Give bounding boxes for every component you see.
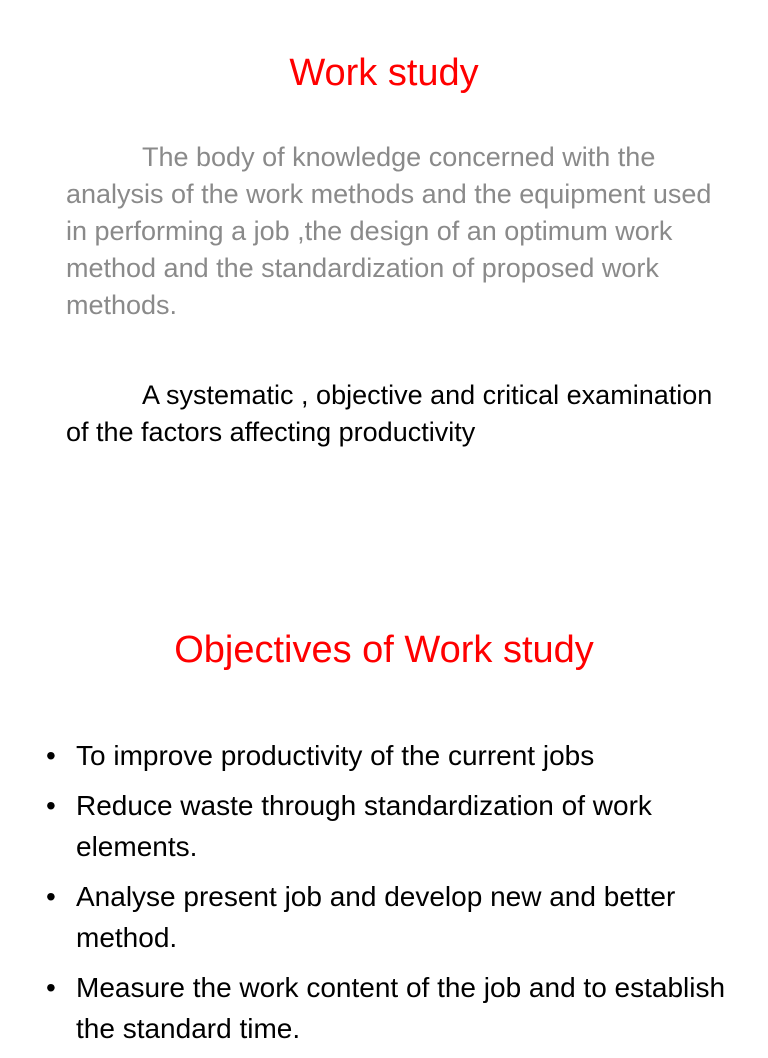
objective-text: Measure the work content of the job and to establish the standard time.	[76, 972, 726, 1044]
list-item	[46, 785, 736, 867]
bullet-icon: •	[46, 740, 56, 771]
page-title: Work study	[289, 52, 479, 94]
objectives-list	[46, 735, 736, 1058]
bullet-icon: •	[46, 881, 56, 912]
objective-text: Analyse present job and develop new and better method.	[76, 881, 676, 953]
definition-paragraph-2: A systematic , objective and critical examination of the factors affecting productivity	[66, 380, 713, 447]
bullet-icon: •	[46, 790, 56, 821]
objectives-heading: Objectives of Work study	[174, 629, 594, 671]
objective-text: Reduce waste through standardization of work elements.	[76, 790, 652, 862]
list-item	[46, 735, 736, 776]
list-item	[46, 876, 736, 958]
definition-paragraph-1: The body of knowledge concerned with the analysis of the work methods and the equipment used in performing a job ,the design of an optimum work method and the standardization of proposed work methods.	[66, 142, 712, 320]
bullet-icon: •	[46, 972, 56, 1003]
list-item	[46, 967, 736, 1049]
objective-text: To improve productivity of the current jobs	[76, 740, 595, 771]
